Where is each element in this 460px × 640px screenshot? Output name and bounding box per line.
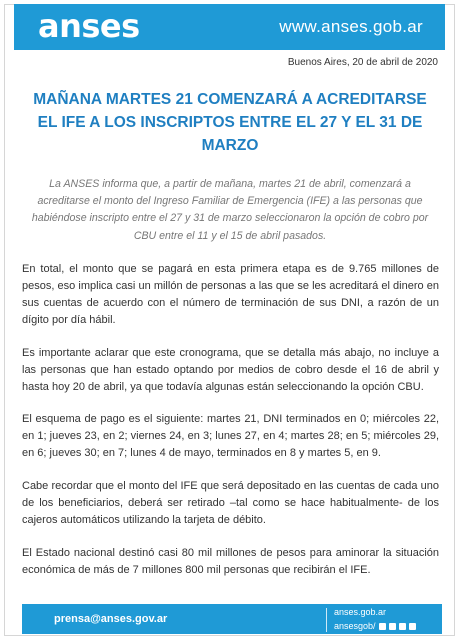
body-paragraph: Cabe recordar que el monto del IFE que será depositado en las cuentas de cada uno de los beneficiarios, deberá ser retirado –tal como se hace habitualmente- de los cajeros automáticos utilizando la tarjeta de débito.	[22, 480, 439, 526]
footer-divider	[326, 608, 327, 632]
headline-line: MARZO	[201, 137, 259, 154]
lead-line: CBU entre el 11 y el 15 de abril pasados.	[133, 229, 327, 242]
headline-line: MAÑANA MARTES 21 COMENZARÁ A ACREDITARSE	[33, 91, 427, 108]
lead-line: acreditarse el monto del Ingreso Familiar de Emergencia (IFE) a las personas que	[37, 195, 423, 208]
lead-line: La ANSES informa que, a partir de mañana, martes 21 de abril, comenzará a	[49, 178, 411, 190]
footer-web-url: anses.gob.ar	[334, 607, 387, 617]
header-banner	[14, 4, 445, 50]
body-paragraph: El Estado nacional destinó casi 80 mil millones de pesos para aminorar la situación económica de más de 7 millones 800 mil personas que recibirán el IFE.	[22, 547, 439, 576]
facebook-icon	[379, 623, 386, 630]
lead-paragraph	[30, 176, 430, 245]
lead-line: habiéndose inscripto entre el 27 y 31 de marzo seleccionaron la opción de cobro por	[31, 212, 429, 225]
footer-social	[334, 621, 416, 631]
social-handle: ansesgob/	[334, 621, 376, 631]
headline	[22, 88, 438, 157]
header-url: www.anses.gob.ar	[279, 17, 423, 36]
footer-banner	[22, 604, 442, 634]
date-line: Buenos Aires, 20 de abril de 2020	[287, 57, 438, 68]
twitter-icon	[389, 623, 396, 630]
body-paragraph: El esquema de pago es el siguiente: martes 21, DNI terminados en 0; miércoles 22, en 1; jueves 23, en 2; viernes 24, en 3; lunes 27, en 4; martes 28; en 5; miércoles 29, en 6; jueves 30; en 7; lunes 4 de mayo, terminados en 8 y martes 5, en 9.	[22, 413, 439, 459]
press-email: prensa@anses.gov.ar	[54, 613, 168, 625]
anses-logo: anses	[38, 7, 140, 45]
body-paragraph: En total, el monto que se pagará en esta primera etapa es de 9.765 millones de pesos, eso implica casi un millón de personas a las que se les acreditará el dinero en sus cuentas de acuerdo con el número de terminación de sus DNI, a razón de un dígito por día hábil.	[22, 263, 439, 326]
youtube-icon	[399, 623, 406, 630]
instagram-icon	[409, 623, 416, 630]
body-paragraph: Es importante aclarar que este cronograma, que se detalla más abajo, no incluye a las personas que han estado optando por medios de cobro desde el 16 de abril y hasta hoy 20 de abril, ya que todavía algunas están seleccionando la opción CBU.	[22, 347, 439, 393]
headline-line: EL IFE A LOS INSCRIPTOS ENTRE EL 27 Y EL 31 DE	[37, 114, 423, 131]
